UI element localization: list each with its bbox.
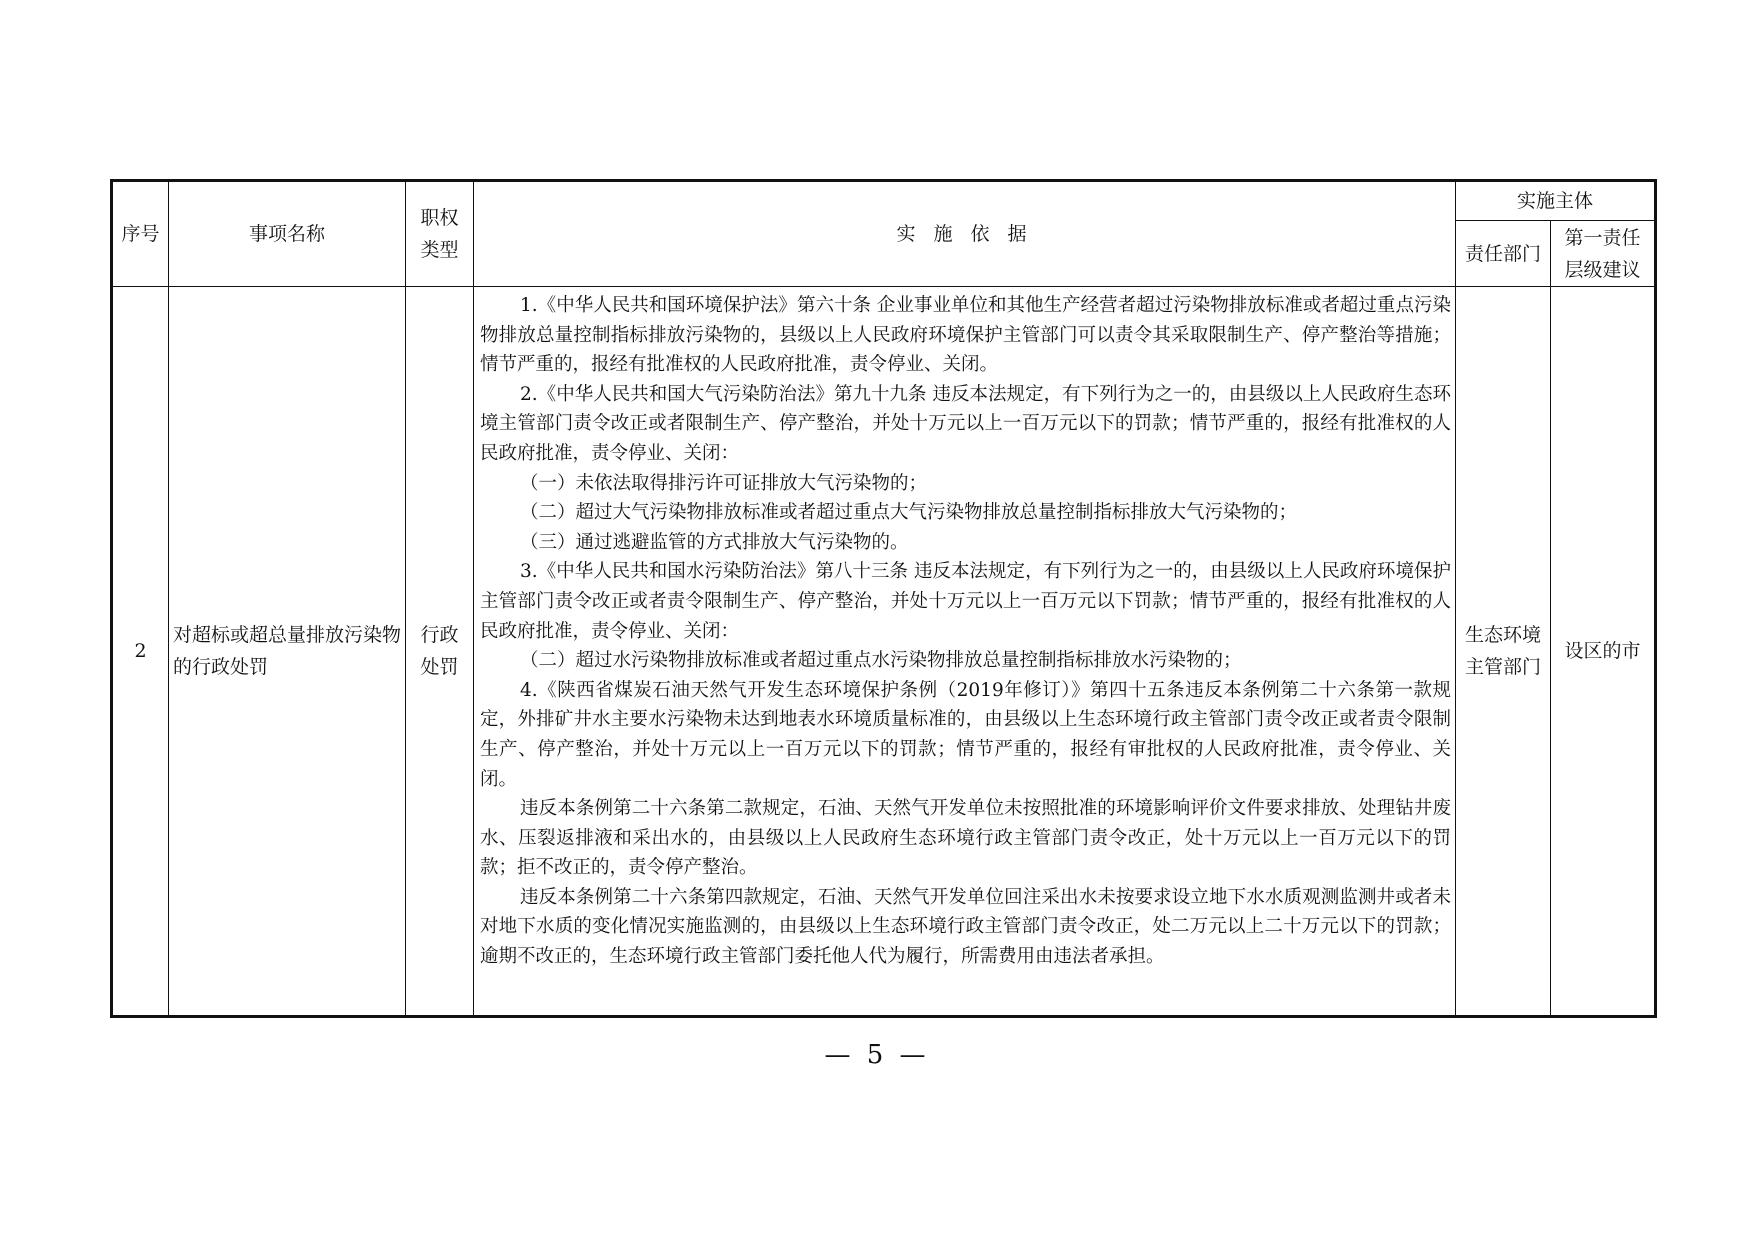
page-number: — 5 —: [824, 1040, 930, 1070]
header-item-name: 事项名称: [169, 181, 406, 287]
table-row: [112, 287, 1656, 1017]
row-seq: 2: [112, 287, 169, 1017]
header-basis: 实 施 依 据: [474, 181, 1456, 287]
document-table-container: [110, 179, 1654, 1018]
basis-paragraph: 4.《陕西省煤炭石油天然气开发生态环境保护条例（2019年修订）》第四十五条违反本条例第二十六条第一款规定，外排矿井水主要水污染物未达到地表水环境质量标准的，由县级以上生态环境行政主管部门责令改正或者责令限制生产、停产整治，并处十万元以上一百万元以下的罚款；情节严重的，报经有审批权的人民政府批准，责令停业、关闭。: [480, 679, 1451, 790]
header-row-top: [112, 181, 1656, 221]
basis-paragraph: （二）超过水污染物排放标准或者超过重点水污染物排放总量控制指标排放水污染物的；: [520, 650, 1242, 672]
basis-paragraph: 3.《中华人民共和国水污染防治法》第八十三条 违反本法规定，有下列行为之一的，由县级以上人民政府环境保护主管部门责令改正或者责令限制生产、停产整治，并处十万元以上一百万元以下罚款；情节严重的，报经有批准权的人民政府批准，责令停业、关闭：: [480, 561, 1451, 642]
row-responsible-dept: 生态环境主管部门: [1456, 287, 1551, 1017]
header-first-level: 第一责任层级建议: [1551, 221, 1656, 287]
row-power-type: 行政处罚: [406, 287, 474, 1017]
basis-paragraph: （三）通过逃避监管的方式排放大气污染物的。: [520, 531, 909, 553]
header-seq: 序号: [112, 181, 169, 287]
basis-paragraph: （二）超过大气污染物排放标准或者超过重点大气污染物排放总量控制指标排放大气污染物的；: [520, 502, 1298, 524]
header-power-type: 职权类型: [406, 181, 474, 287]
power-list-table: [110, 179, 1657, 1018]
basis-paragraph: 1.《中华人民共和国环境保护法》第六十条 企业事业单位和其他生产经营者超过污染物排放标准或者超过重点污染物排放总量控制指标排放污染物的，县级以上人民政府环境保护主管部门可以责令其采取限制生产、停产整治等措施；情节严重的，报经有批准权的人民政府批准，责令停业、关闭。: [480, 295, 1451, 376]
basis-paragraph: 违反本条例第二十六条第四款规定，石油、天然气开发单位回注采出水未按要求设立地下水水质观测监测井或者未对地下水质的变化情况实施监测的，由县级以上生态环境行政主管部门责令改正，处二万元以上二十万元以下的罚款；逾期不改正的，生态环境行政主管部门委托他人代为履行，所需费用由违法者承担。: [480, 886, 1451, 968]
basis-paragraph: 2.《中华人民共和国大气污染防治法》第九十九条 违反本法规定，有下列行为之一的，由县级以上人民政府生态环境主管部门责令改正或者限制生产、停产整治，并处十万元以上一百万元以下的罚款；情节严重的，报经有批准权的人民政府批准，责令停业、关闭：: [480, 383, 1451, 464]
row-first-level: 设区的市: [1551, 287, 1656, 1017]
header-responsible-dept: 责任部门: [1456, 221, 1551, 287]
row-basis: [474, 287, 1456, 1017]
basis-paragraph: （一）未依法取得排污许可证排放大气污染物的；: [520, 472, 928, 494]
row-item-name: 对超标或超总量排放污染物的行政处罚: [169, 287, 406, 1017]
basis-paragraph: 违反本条例第二十六条第二款规定，石油、天然气开发单位未按照批准的环境影响评价文件要求排放、处理钻井废水、压裂返排液和采出水的，由县级以上人民政府生态环境行政主管部门责令改正，处十万元以上一百万元以下的罚款；拒不改正的，责令停产整治。: [480, 798, 1451, 879]
header-subject: 实施主体: [1456, 181, 1656, 221]
